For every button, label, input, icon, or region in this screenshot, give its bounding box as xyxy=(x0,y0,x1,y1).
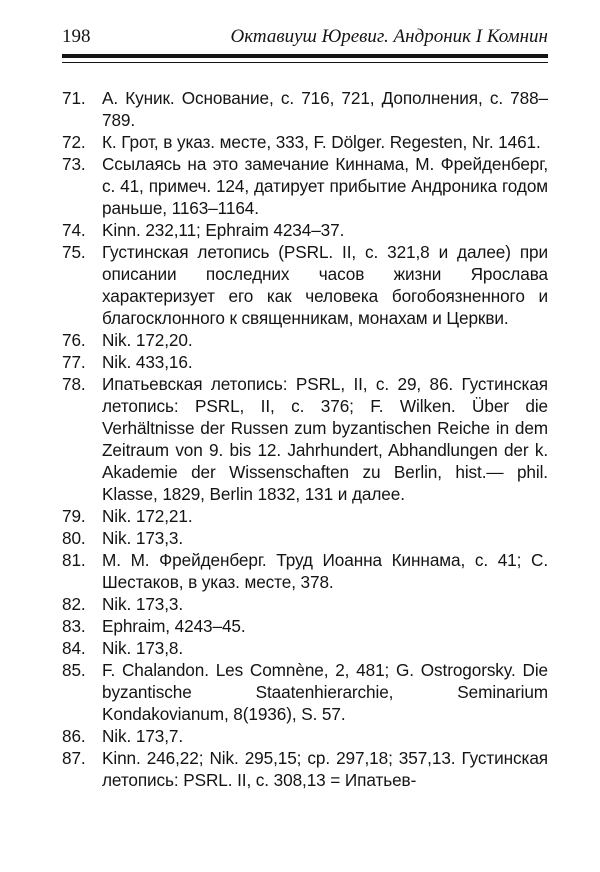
note-text: Ephraim, 4243–45. xyxy=(102,616,246,636)
header-rule-thin xyxy=(62,62,548,63)
page-number: 198 xyxy=(62,26,91,47)
note-number: 77. xyxy=(62,352,86,372)
note-number: 74. xyxy=(62,220,86,240)
note-text: Nik. 173,8. xyxy=(102,638,184,658)
note-text: Ипатьевская летопись: PSRL, II, с. 29, 86. Густинская летопись: PSRL, II, с. 376; F. Wilken. Über die Verhältnisse der Russen zum byzantischen Reiche in dem Zeitraum von 9. bis 12. Jahrhundert, Abhandlungen der k. Akademie der Wissenschaften zu Berlin, hist.— phil. Klasse, 1829, Berlin 1832, 131 и далее. xyxy=(102,374,548,504)
note-text: Nik. 172,21. xyxy=(102,506,193,526)
note-text: Nik. 173,3. xyxy=(102,528,184,548)
note-text: А. Куник. Основание, с. 716, 721, Дополнения, с. 788–789. xyxy=(102,88,548,130)
note-item xyxy=(62,505,548,527)
note-number: 78. xyxy=(62,374,86,394)
note-text: Nik. 173,3. xyxy=(102,594,184,614)
page-header xyxy=(62,18,548,52)
note-item xyxy=(62,725,548,747)
running-title: Октавиуш Юревиг. Андроник I Комнин xyxy=(230,26,548,47)
note-text: К. Грот, в указ. месте, 333, F. Dölger. Regesten, Nr. 1461. xyxy=(102,132,541,152)
note-item xyxy=(62,219,548,241)
note-number: 71. xyxy=(62,88,86,108)
note-number: 79. xyxy=(62,506,86,526)
note-number: 83. xyxy=(62,616,86,636)
note-text: Nik. 173,7. xyxy=(102,726,184,746)
note-text: Густинская летопись (PSRL. II, с. 321,8 и далее) при описании последних часов жизни Ярослава характеризует его как человека богобоязненного и благосклонного к священникам, монахам и Церкви. xyxy=(102,242,548,328)
note-item xyxy=(62,615,548,637)
note-item xyxy=(62,241,548,329)
note-text: F. Chalandon. Les Comnène, 2, 481; G. Ostrogorsky. Die byzantische Staatenhierarchie, Seminarium Kondakovianum, 8(1936), S. 57. xyxy=(102,660,548,724)
note-number: 73. xyxy=(62,154,86,174)
note-number: 75. xyxy=(62,242,86,262)
note-number: 85. xyxy=(62,660,86,680)
note-item xyxy=(62,637,548,659)
note-item xyxy=(62,329,548,351)
note-item xyxy=(62,747,548,791)
note-number: 82. xyxy=(62,594,86,614)
note-item xyxy=(62,351,548,373)
note-number: 76. xyxy=(62,330,86,350)
note-item xyxy=(62,593,548,615)
note-item xyxy=(62,549,548,593)
note-item xyxy=(62,527,548,549)
note-number: 81. xyxy=(62,550,86,570)
note-text: Nik. 172,20. xyxy=(102,330,193,350)
note-text: Nik. 433,16. xyxy=(102,352,193,372)
note-number: 86. xyxy=(62,726,86,746)
note-number: 80. xyxy=(62,528,86,548)
note-item xyxy=(62,659,548,725)
note-number: 87. xyxy=(62,748,86,768)
note-item xyxy=(62,373,548,505)
note-text: Ссылаясь на это замечание Киннама, М. Фрейденберг, с. 41, примеч. 124, датирует прибытие Андроника годом раньше, 1163–1164. xyxy=(102,154,548,218)
note-item xyxy=(62,153,548,219)
note-text: Kinn. 232,11; Ephraim 4234–37. xyxy=(102,220,345,240)
notes-list xyxy=(62,87,548,791)
note-text: Kinn. 246,22; Nik. 295,15; ср. 297,18; 357,13. Густинская летопись: PSRL. II, с. 308,13 = Ипатьев- xyxy=(102,748,548,790)
note-number: 84. xyxy=(62,638,86,658)
note-text: М. М. Фрейденберг. Труд Иоанна Киннама, с. 41; С. Шестаков, в указ. месте, 378. xyxy=(102,550,548,592)
header-rule-thick xyxy=(62,54,548,58)
note-item xyxy=(62,131,548,153)
note-item xyxy=(62,87,548,131)
note-number: 72. xyxy=(62,132,86,152)
